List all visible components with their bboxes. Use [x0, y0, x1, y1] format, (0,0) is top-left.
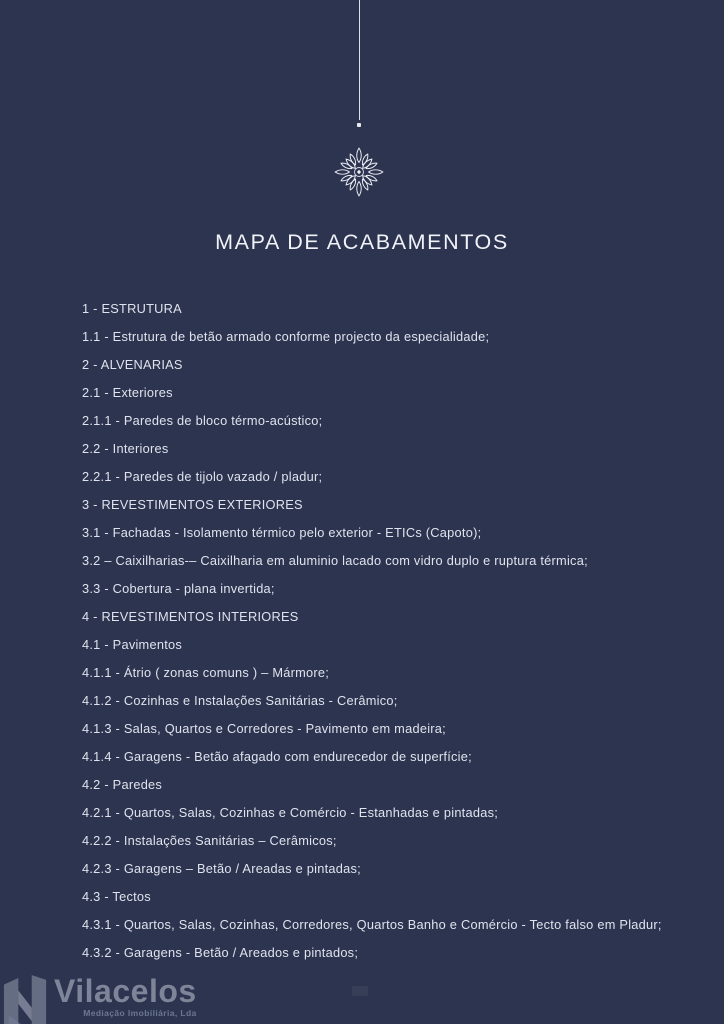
list-item: 2 - ALVENARIAS [82, 357, 183, 372]
list-item: 4.1.2 - Cozinhas e Instalações Sanitárias - Cerâmico; [82, 693, 398, 708]
list-item: 1.1 - Estrutura de betão armado conforme projecto da especialidade; [82, 329, 490, 344]
faint-page-mark [352, 986, 368, 996]
list-item: 3.1 - Fachadas - Isolamento térmico pelo exterior - ETICs (Capoto); [82, 525, 482, 540]
list-item: 4.3.1 - Quartos, Salas, Cozinhas, Corredores, Quartos Banho e Comércio - Tecto falso em Pladur; [82, 917, 662, 932]
list-item: 4.2.1 - Quartos, Salas, Cozinhas e Comércio - Estanhadas e pintadas; [82, 805, 499, 820]
brand-text-block [54, 972, 197, 1018]
list-item: 2.1.1 - Paredes de bloco térmo-acústico; [82, 413, 323, 428]
brand-logo [2, 972, 197, 1024]
list-item: 3.3 - Cobertura - plana invertida; [82, 581, 275, 596]
list-item: 3 - REVESTIMENTOS EXTERIORES [82, 497, 303, 512]
list-item: 4.1.3 - Salas, Quartos e Corredores - Pavimento em madeira; [82, 721, 446, 736]
finishes-list [82, 295, 684, 967]
list-item: 4.3 - Tectos [82, 889, 151, 904]
list-item: 4.1.1 - Átrio ( zonas comuns ) – Mármore; [82, 665, 330, 680]
brand-name: Vilacelos [54, 973, 197, 1009]
list-item: 4 - REVESTIMENTOS INTERIORES [82, 609, 299, 624]
list-item: 2.1 - Exteriores [82, 385, 173, 400]
list-item: 4.2.3 - Garagens – Betão / Areadas e pintadas; [82, 861, 361, 876]
list-item: 4.1.4 - Garagens - Betão afagado com endurecedor de superfície; [82, 749, 472, 764]
list-item: 3.2 – Caixilharias-– Caixilharia em aluminio lacado com vidro duplo e ruptura térmica; [82, 553, 588, 568]
list-item: 4.2 - Paredes [82, 777, 163, 792]
list-item: 1 - ESTRUTURA [82, 301, 182, 316]
floral-rosette-icon [333, 146, 385, 198]
list-item: 2.2 - Interiores [82, 441, 169, 456]
list-item: 4.2.2 - Instalações Sanitárias – Cerâmicos; [82, 833, 337, 848]
vertical-divider-line [359, 0, 360, 120]
list-item: 4.1 - Pavimentos [82, 637, 183, 652]
building-monogram-icon [2, 972, 50, 1024]
brand-subtitle: Mediação Imobiliária, Lda [83, 1008, 197, 1018]
list-item: 2.2.1 - Paredes de tijolo vazado / pladur; [82, 469, 323, 484]
page-title: MAPA DE ACABAMENTOS [215, 230, 509, 254]
list-item: 4.3.2 - Garagens - Betão / Areados e pintados; [82, 945, 359, 960]
divider-end-dot [357, 123, 361, 127]
